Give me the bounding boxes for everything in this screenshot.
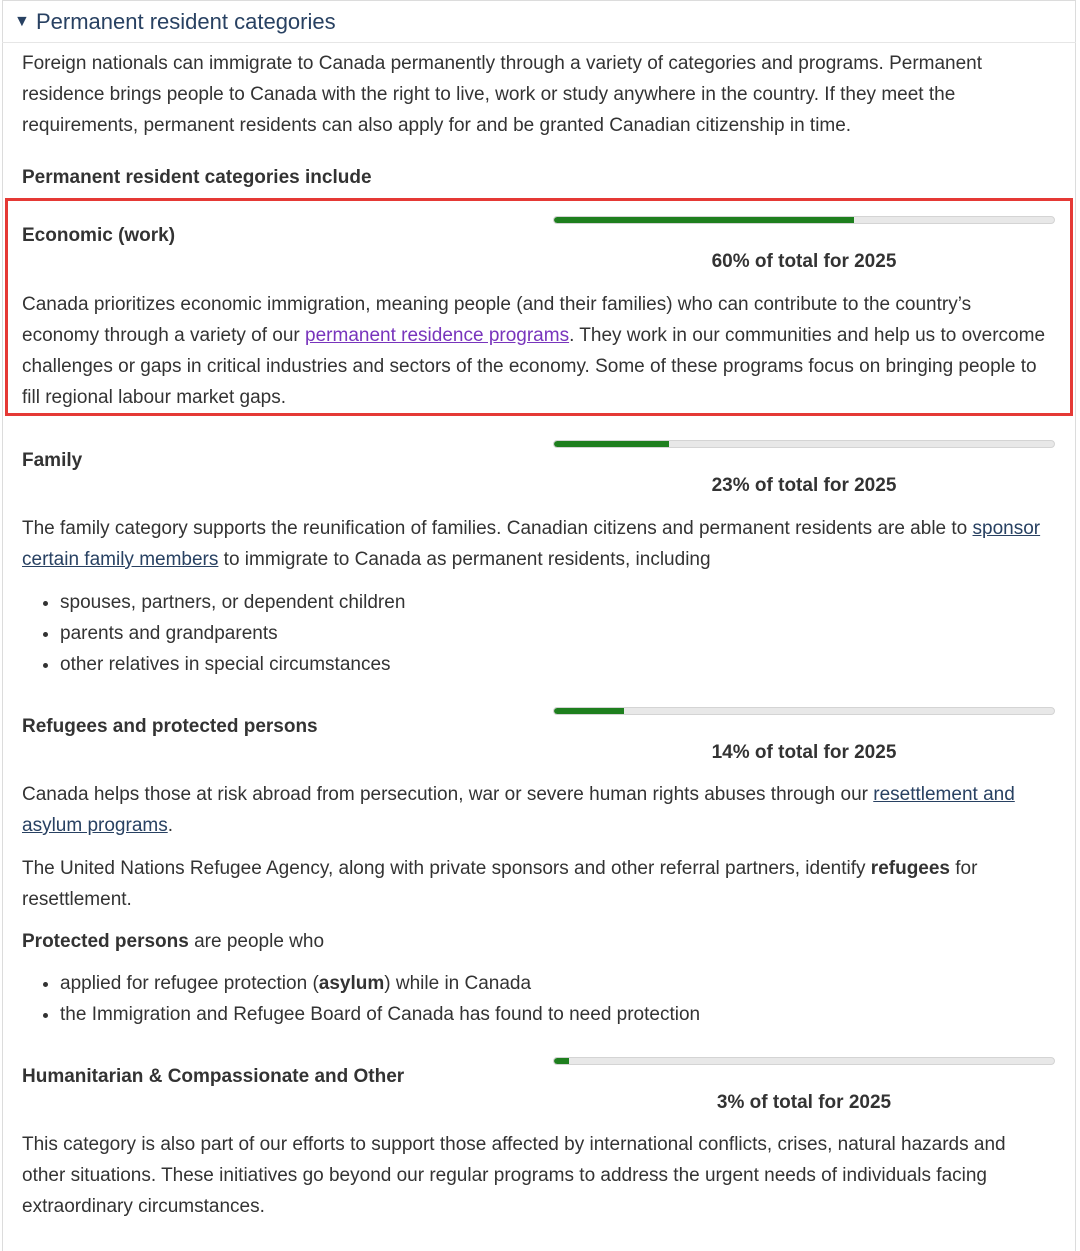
family-percent-label: 23% of total for 2025 [711,475,897,496]
economic-title: Economic (work) [22,225,176,246]
list-item: • spouses, partners, or dependent children [60,587,1050,618]
list-item: • other relatives in special circumstances [60,649,1050,680]
humanitarian-percent-label: 3% of total for 2025 [716,1092,892,1113]
list-item: • parents and grandparents [60,618,1050,649]
intro-paragraph: Foreign nationals can immigrate to Canada permanently through a variety of categories and programs. Permanent residence brings people to Canada with the right to live, work or study anywhere in the country. If they meet the requirements, permanent residents can also apply for and be granted Canadian citizenship in time. [22,53,983,136]
humanitarian-progress-bar [553,1057,1055,1065]
summary-divider [2,42,1076,43]
refugees-progress-fill [554,708,624,714]
list-item: • the Immigration and Refugee Board of Canada has found to need protection [60,999,1050,1030]
refugees-description: Canada helps those at risk abroad from persecution, war or severe human rights abuses through our resettlement and asylum programs. [22,784,1015,836]
family-member-list [22,587,1050,680]
categories-heading: Permanent resident categories include [22,167,372,188]
family-progress-bar [553,440,1055,448]
refugees-title: Refugees and protected persons [22,716,318,737]
protected-persons-paragraph: Protected persons are people who [22,931,325,952]
humanitarian-description: This category is also part of our efforts to support those affected by international conflicts, crises, natural hazards and other situations. These initiatives go beyond our regular programs to address the urgent needs of individuals facing extraordinary circumstances. [22,1134,1006,1217]
economic-progress-fill [554,217,854,223]
refugees-percent-label: 14% of total for 2025 [711,742,897,763]
permanent-residence-programs-link[interactable]: permanent residence programs [305,325,570,346]
economic-progress-bar [553,216,1055,224]
caret-down-icon: ▼ [14,13,30,30]
section-summary-toggle[interactable] [14,6,336,38]
unhcr-paragraph: The United Nations Refugee Agency, along with private sponsors and other referral partners, identify refugees for resettlement. [22,858,978,910]
sponsor-family-members-link[interactable]: sponsor certain family members [22,518,1041,570]
section-summary-label: Permanent resident categories [36,9,336,34]
humanitarian-title: Humanitarian & Compassionate and Other [22,1066,405,1087]
family-title: Family [22,450,83,471]
list-item: • applied for refugee protection (asylum) while in Canada [60,968,1050,999]
resettlement-asylum-programs-link[interactable]: resettlement and asylum programs [22,784,1015,836]
family-description: The family category supports the reunification of families. Canadian citizens and permanent residents are able to sponsor certain family members to immigrate to Canada as permanent residents, including [22,518,1041,570]
protected-persons-list [22,968,1050,1030]
refugees-progress-bar [553,707,1055,715]
economic-description: Canada prioritizes economic immigration, meaning people (and their families) who can contribute to the country’s economy through a variety of our permanent residence programs. They work in our communities and help us to overcome challenges or gaps in critical industries and sectors of the economy. Some of these programs focus on bringing people to fill regional labour market gaps. [22,294,1046,408]
family-progress-fill [554,441,669,447]
humanitarian-progress-fill [554,1058,569,1064]
economic-percent-label: 60% of total for 2025 [711,251,897,272]
